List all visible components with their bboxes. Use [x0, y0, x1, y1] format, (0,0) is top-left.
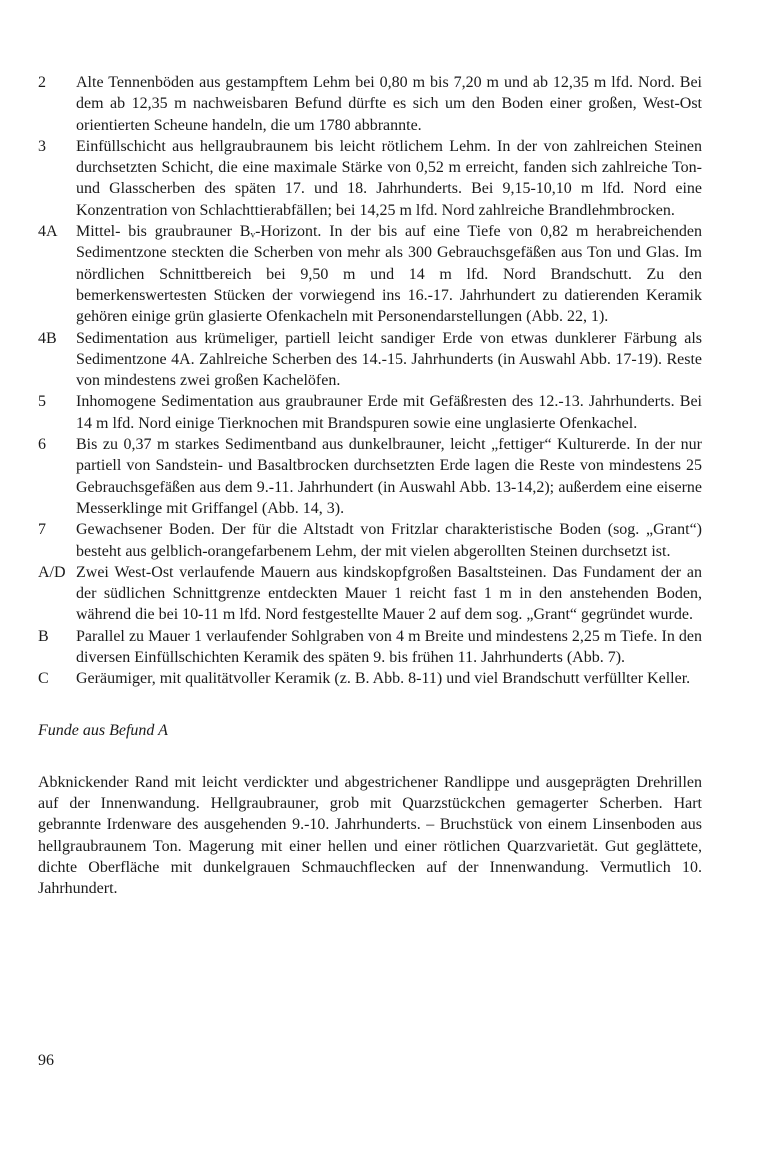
entry-number: 5	[38, 393, 46, 411]
entry-number: 2	[38, 74, 46, 91]
entry-number: B	[38, 627, 49, 645]
entry-text: Zwei West-Ost verlaufende Mauern aus kindskopfgroßen Basaltsteinen. Das Fundament der an der südlichen Schnittgrenze entdeckten Mauer 1 reicht fast 1 m in den anstehenden Boden, während die bei 10-11 m lfd. Nord festgestellte Mauer 2 auf dem sog. „Grant“ gegründet wurde.	[76, 563, 702, 624]
entry-4b	[38, 328, 702, 392]
entry-number: A/D	[38, 563, 66, 581]
entry-number: 3	[38, 137, 46, 155]
entry-6	[38, 434, 702, 519]
body-paragraph: Abknickender Rand mit leicht verdickter und abgestrichener Randlippe und ausgeprägten Drehrillen auf der Innenwandung. Hellgraubrauner, grob mit Quarzstückchen gemagerter Scherben. Hart gebrannte Irdenware des ausgehenden 9.-10. Jahrhunderts. – Bruchstück von einem Linsenboden aus hellgraubraunem Ton. Magerung mit einer hellen und einer rötlichen Quarzvarietät. Gut geglättete, dichte Oberfläche mit dunkelgrauen Schmauchflecken auf der Innenwandung. Vermutlich 10. Jahrhundert.	[38, 773, 702, 898]
entry-text: Alte Tennenböden aus gestampftem Lehm bei 0,80 m bis 7,20 m und ab 12,35 m lfd. Nord. Bei dem ab 12,35 m nachweisbaren Befund dürfte es sich um den Boden einer großen, West-Ost orientierten Scheune handeln, die um 1780 abbrannte.	[76, 74, 702, 134]
entry-number: 6	[38, 436, 46, 454]
entry-number: 4B	[38, 329, 57, 347]
entry-number: C	[38, 670, 49, 688]
entry-7	[38, 519, 702, 562]
entry-number: 7	[38, 521, 46, 539]
entry-text: Sedimentation aus krümeliger, partiell leicht sandiger Erde von etwas dunklerer Färbung als Sedimentzone 4A. Zahlreiche Scherben des 14.-15. Jahrhunderts (in Auswahl Abb. 17-19). Reste von mindestens zwei großen Kachelöfen.	[76, 329, 702, 390]
entry-text: Mittel- bis graubrauner Bᵥ-Horizont. In der bis auf eine Tiefe von 0,82 m herabreichenden Sedimentzone steckten die Scherben von mehr als 300 Gebrauchsgefäßen aus Ton und Glas. Im nördlichen Schnittbereich bei 9,50 m und 14 m lfd. Nord Brandschutt. Zu den bemerkenswertesten Stücken der vorwiegend ins 16.-17. Jahrhundert zu datierenden Keramik gehören einige grün glasierte Ofenkacheln mit Personendarstellungen (Abb. 22, 1).	[76, 223, 702, 326]
entry-text: Bis zu 0,37 m starkes Sedimentband aus dunkelbrauner, leicht „fettiger“ Kulturerde. In der nur partiell von Sandstein- und Basaltbrocken durchsetzten Erde lagen die Reste von mindestens 25 Gebrauchsgefäßen aus dem 9.-11. Jahrhundert (in Auswahl Abb. 13-14,2); außerdem eine eiserne Messerklinge mit Griffangel (Abb. 14, 3).	[76, 436, 702, 517]
page-number: 96	[38, 1052, 54, 1069]
section-heading: Funde aus Befund A	[38, 721, 168, 739]
entry-text: Parallel zu Mauer 1 verlaufender Sohlgraben von 4 m Breite und mindestens 2,25 m Tiefe. In den diversen Einfüllschichten Keramik des späten 9. bis frühen 11. Jahrhunderts (Abb. 7).	[76, 627, 702, 667]
entry-4a	[38, 221, 702, 327]
entry-text: Inhomogene Sedimentation aus graubrauner Erde mit Gefäßresten des 12.-13. Jahrhunderts. Bei 14 m lfd. Nord einige Tierknochen mit Brandspuren sowie eine unglasierte Ofenkachel.	[76, 393, 702, 432]
entry-text: Gewachsener Boden. Der für die Altstadt von Fritzlar charakteristische Boden (sog. „Grant“) besteht aus gelblich-orangefarbenem Lehm, der mit vielen abgerollten Steinen durchsetzt ist.	[76, 521, 702, 560]
entry-5	[38, 391, 702, 434]
entry-3	[38, 136, 702, 221]
entry-text: Geräumiger, mit qualitätvoller Keramik (z. B. Abb. 8-11) und viel Brandschutt verfüllter Keller.	[76, 670, 691, 688]
entry-2	[38, 72, 702, 136]
entry-number: 4A	[38, 223, 58, 241]
entry-a-d	[38, 562, 702, 626]
entry-c	[38, 668, 702, 689]
document-page	[38, 72, 702, 899]
entry-text: Einfüllschicht aus hellgraubraunem bis leicht rötlichem Lehm. In der von zahlreichen Steinen durchsetzten Schicht, die eine maximale Stärke von 0,52 m erreicht, fanden sich zahlreiche Ton- und Glasscherben des späten 17. und 18. Jahrhunderts. Bei 9,15-10,10 m lfd. Nord eine Konzentration von Schlachttierabfällen; bei 14,25 m lfd. Nord zahlreiche Brandlehmbrocken.	[76, 137, 702, 219]
entry-b	[38, 626, 702, 669]
